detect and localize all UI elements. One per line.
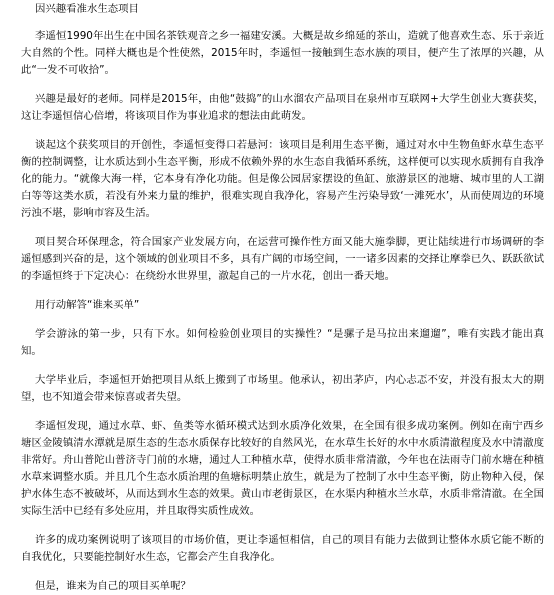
paragraph-9: 但是，谁来为自己的项目买单呢？ [35,580,191,592]
paragraph-3: 谈起这个获奖项目的开创性，李遥恒变得口若悬河：该项目是利用生态平衡，通过对水中生物鱼虾水草生态平衡的控制调整，让水质达到小生态平衡，形成不依赖外界的水生态自我循环系统，这样便可以实现水质拥有自我净化的能力。“就像大海一样，它本身有净化功能。但是像公园居家摆设的鱼缸、旅游景区的池塘、城市里的人工湖白等等这类水质，若没有外来力量的维护，很难实现自我净化，容易产生污染导致‘一滩死水’，从而使周边的环境污浊不堪，影响市容及生活。 [21,139,544,219]
paragraph-6: 大学毕业后，李遥恒开始把项目从纸上搬到了市场里。他承认，初出茅庐，内心忐忑不安，并没有报太大的期望，也不知道会带来惊喜或者失望。 [21,374,544,403]
paragraph-5: 学会游泳的第一步，只有下水。如何检验创业项目的实操性？“是骡子是马拉出来遛遛”，唯有实践才能出真知。 [21,328,544,357]
paragraph-1: 李遥恒1990年出生在中国名茶铁观音之乡一福建安溪。大概是故乡绵延的茶山，造就了他喜欢生态、乐于亲近大自然的个性。同样大概也是个性使然，2015年时，李遥恒一接触到生态水族的项目，便产生了浓厚的兴趣，从此“一发不可收拾”。 [21,30,544,76]
article [0,1,554,592]
paragraph-2: 兴趣是最好的老师。同样是2015年，由他“鼓捣”的山水溜农产品项目在泉州市互联网+大学生创业大赛获奖，这让李遥恒信心倍增，将该项目作为事业追求的想法由此萌发。 [21,93,544,122]
paragraph-7: 李遥恒发现，通过水草、虾、鱼类等水循环模式达到水质净化效果，在全国有很多成功案例。例如在南宁西乡塘区金陵镇清水潭就是原生态的生态水质保存比较好的自然风光，在水草生长好的水中水质清澈程度及水中清澈度非常好。舟山普陀山普济寺门前的水塘，通过人工种植水草，使得水质非常清澈，今年也在法雨寺门前水塘在种植水草来调整水质。并且几个生态水质治理的鱼塘标明禁止放生，就是为了控制了水中生态平衡，防止物种入侵，保护水体生态不被破坏，从而达到水生态的效果。黄山市老街景区，在水渠内种植水兰水草，水质非常清澈。在全国实际生活中已经有多处应用，并且取得实质性成效。 [21,420,544,517]
section-heading-interest: 因兴趣看准水生态项目 [35,3,139,15]
section-heading-action: 用行动解答“谁来买单” [35,299,140,311]
paragraph-4: 项目契合环保理念，符合国家产业发展方向，在运营可操作性方面又能大施拳脚，更让陆续进行市场调研的李遥恒感到兴奋的是，这个领域的创业项目不多，具有广阔的市场空间，一一诸多因素的交择让摩拳已久、跃跃欲试的李遥恒终于下定决心：在绕纷水世界里，澈起自己的一片水花，创出一番天地。 [21,236,544,282]
paragraph-8: 许多的成功案例说明了该项目的市场价值，更让李遥恒相信，自己的项目有能力去做到让整体水质它能不断的自我优化，只要能控制好水生态，它都会产生自我净化。 [21,534,544,563]
